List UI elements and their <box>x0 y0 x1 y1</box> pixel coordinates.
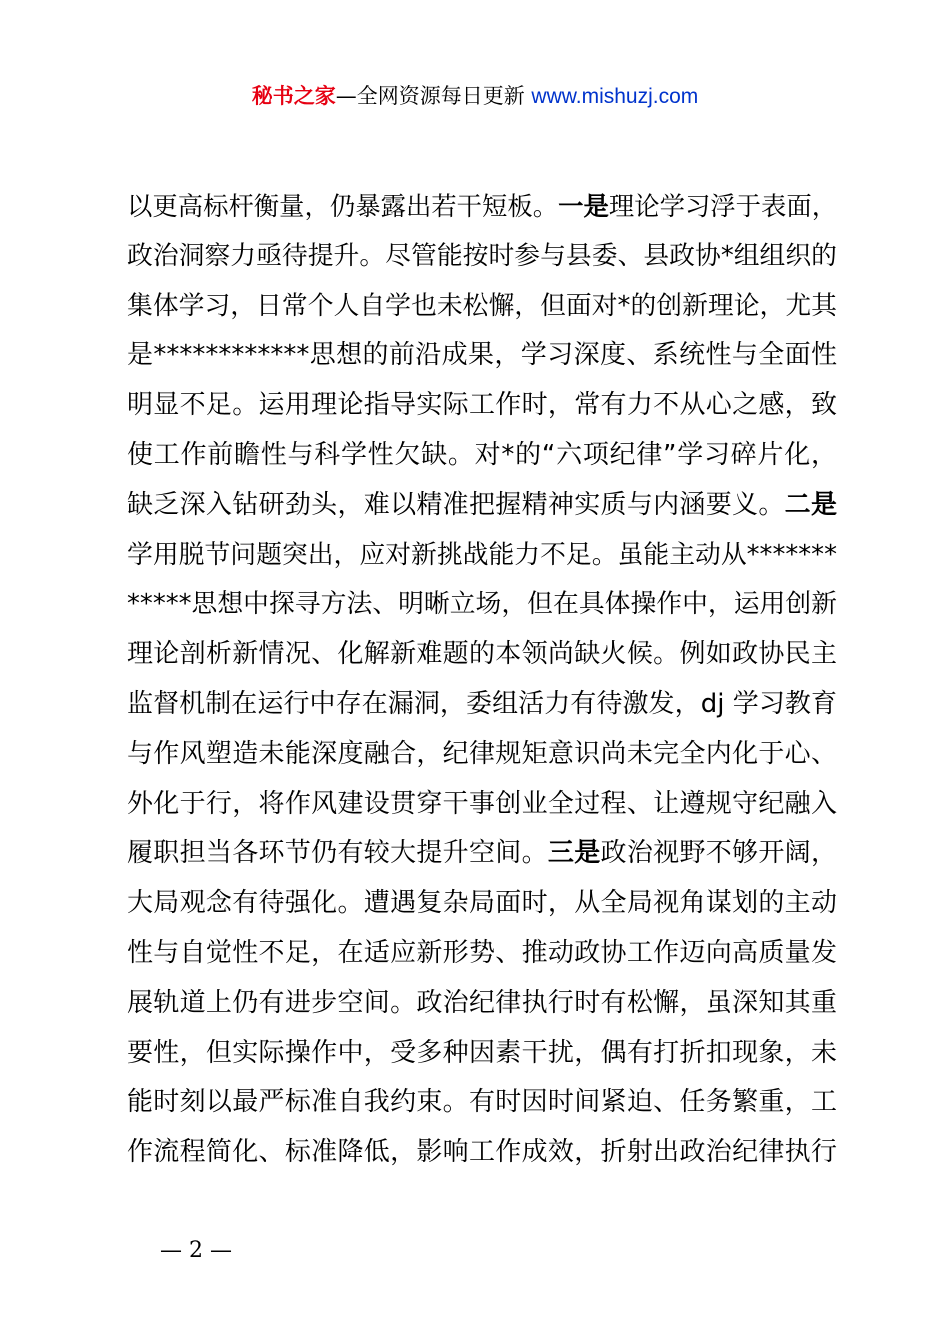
bold-marker-three: 三是 <box>547 838 601 869</box>
text-run: 理论学习浮于表面， <box>608 191 838 221</box>
text-run: 政治视野不够开阔， <box>600 838 837 869</box>
text-run: 履职担当各环节仍有较大提升空间。 <box>127 838 548 869</box>
body-line <box>127 829 837 879</box>
body-line: 大局观念有待强化。遭遇复杂局面时，从全局视角谋划的主动 <box>127 888 837 919</box>
body-line: 展轨道上仍有进步空间。政治纪律执行时有松懈，虽深知其重 <box>127 987 837 1018</box>
body-line: 政治洞察力亟待提升。尽管能按时参与县委、县政协*组组织的 <box>127 240 837 271</box>
body-line: 外化于行，将作风建设贯穿干事创业全过程、让遵规守纪融入 <box>127 788 837 819</box>
body-line: 是************思想的前沿成果，学习深度、系统性与全面性 <box>127 340 837 371</box>
site-brand: 秘书之家 <box>251 84 336 108</box>
body-line: 学用脱节问题突出，应对新挑战能力不足。虽能主动从******* <box>127 539 837 570</box>
body-line: 使工作前瞻性与科学性欠缺。对*的“六项纪律”学习碎片化， <box>127 439 837 470</box>
site-header <box>0 80 950 113</box>
document-body <box>127 182 837 1178</box>
body-line: 性与自觉性不足，在适应新形势、推动政协工作迈向高质量发 <box>127 937 837 968</box>
site-url[interactable]: www.mishuzj.com <box>531 85 699 108</box>
body-line: 要性，但实际操作中，受多种因素干扰，偶有打折扣现象，未 <box>127 1037 837 1068</box>
body-line: 与作风塑造未能深度融合，纪律规矩意识尚未完全内化于心、 <box>127 738 837 769</box>
bold-marker-one: 一是 <box>558 191 609 221</box>
text-run: 缺乏深入钻研劲头，难以精准把握精神实质与内涵要义。 <box>127 489 785 520</box>
body-line: *****思想中探寻方法、明晰立场，但在具体操作中，运用创新 <box>127 589 837 620</box>
text-run: 以更高标杆衡量，仍暴露出若干短板。 <box>127 191 559 221</box>
bold-marker-two: 二是 <box>784 489 837 520</box>
body-line: 集体学习，日常个人自学也未松懈，但面对*的创新理论，尤其 <box>127 290 837 321</box>
body-line: 作流程简化、标准降低，影响工作成效，折射出政治纪律执行 <box>127 1137 837 1168</box>
body-line: 监督机制在运行中存在漏洞，委组活力有待激发，dj 学习教育 <box>127 688 837 719</box>
site-tagline: —全网资源每日更新 <box>335 84 532 108</box>
body-line: 理论剖析新情况、化解新难题的本领尚缺火候。例如政协民主 <box>127 639 837 670</box>
body-line: 能时刻以最严标准自我约束。有时因时间紧迫、任务繁重，工 <box>127 1087 837 1118</box>
body-line: 明显不足。运用理论指导实际工作时，常有力不从心之感，致 <box>127 390 837 421</box>
body-line <box>127 481 837 531</box>
page-number: — 2 — <box>160 1238 232 1263</box>
body-line <box>127 182 837 232</box>
